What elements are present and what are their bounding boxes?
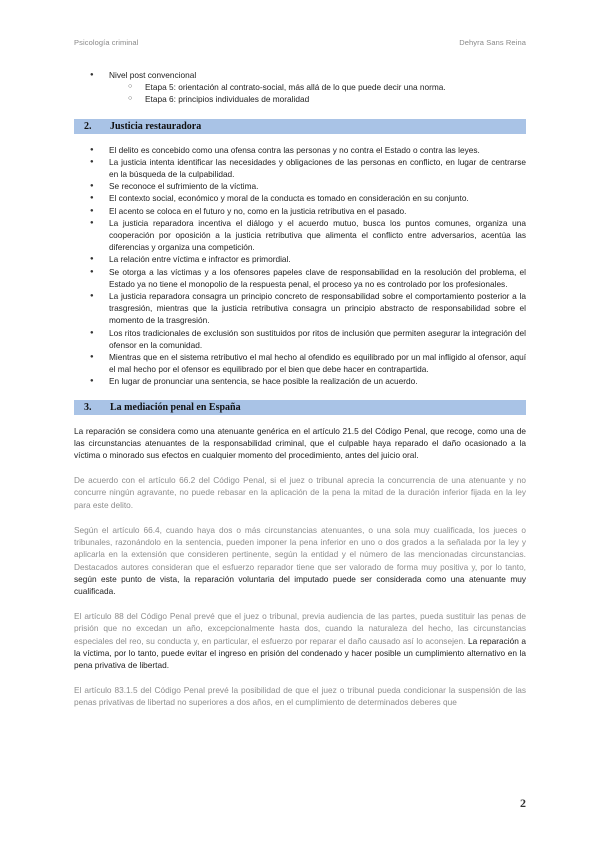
paragraph xyxy=(74,610,526,671)
list-item: ● El acento se coloca en el futuro y no, como en la justicia retributiva en el pasado. xyxy=(74,205,526,217)
paragraph-text: Según el artículo 66.4, cuando haya dos o más circunstancias atenuantes, o una sola muy cualificada, los jueces o tribunales, razonándolo en la sentencia, pueden imponer la pena inferior en uno o dos grados a la señalada por la ley y aplicarla en la extensión que consideren pertinente, según la entidad y el número de las mencionadas circunstancias. Destacados autores consideran que el esfuerzo reparador tiene que ser valorado de forma muy positiva y, por lo tanto, xyxy=(74,524,526,572)
paragraph: El artículo 83.1.5 del Código Penal prevé la posibilidad de que el juez o tribunal pueda condicionar la suspensión de las penas privativas de libertad no superiores a dos años, en el cumplimiento de determinados deberes que xyxy=(74,685,526,708)
paragraph: La reparación se considera como una atenuante genérica en el artículo 21.5 del Código Penal, que recoge, como una de las circunstancias atenuantes de la responsabilidad criminal, que el culpable haya reparado el daño ocasionado a la víctima o minorado sus efectos en cualquier momento del procedimiento, antes del juicio oral. xyxy=(74,425,526,461)
list-item: ● La relación entre víctima e infractor es primordial. xyxy=(74,253,526,265)
paragraph: De acuerdo con el artículo 66.2 del Código Penal, si el juez o tribunal aprecia la concurrencia de una atenuante y no concurre ningún agravante, no puede rebasar en la aplicación de la pena la mitad de la duración inferior fijada en la ley para este delito. xyxy=(74,475,526,510)
list-item: ● El delito es concebido como una ofensa contra las personas y no contra el Estado o contra las leyes. xyxy=(74,144,526,156)
header-course-title: Psicología criminal xyxy=(74,38,139,47)
section-title: Justicia restauradora xyxy=(110,120,202,132)
list-item: ● La justicia intenta identificar las necesidades y obligaciones de las personas en conflicto, en lugar de centrarse en la búsqueda de la culpabilidad. xyxy=(74,156,526,180)
list-item: ● La justicia reparadora consagra un principio concreto de responsabilidad sobre el comportamiento posterior a la trasgresión, mientras que la justicia retributiva consagra un principio abstracto de responsabilidad sobre el momento de la trasgresión. xyxy=(74,290,526,327)
paragraph-highlight: La reparación a la víctima, por lo tanto, puede evitar el ingreso en prisión del condenado y hacer posible un cumplimiento alternativo en la pena privativa de libertad. xyxy=(74,635,526,670)
list-item: ● Mientras que en el sistema retributivo el mal hecho al ofendido es equilibrado por un mal infligido al ofensor, aquí el mal hecho por el ofensor es equilibrado por el bien que debe hacer en contrapartida. xyxy=(74,351,526,375)
section-heading xyxy=(74,400,526,415)
section-title: La mediación penal en España xyxy=(110,401,241,413)
list-item: ● Se otorga a las víctimas y a los ofensores papeles clave de responsabilidad en la resolución del problema, el Estado ya no tiene el monopolio de la respuesta penal, el proceso ya no es controlado por los profesionales. xyxy=(74,266,526,290)
intro-list xyxy=(74,69,526,106)
sub-list-item: ○ Etapa 5: orientación al contrato-social, más allá de lo que puede decir una norma. xyxy=(74,81,526,93)
sub-list xyxy=(74,81,526,105)
list-item xyxy=(74,69,526,106)
list-item: ● Los ritos tradicionales de exclusión son sustituidos por ritos de inclusión que permiten asegurar la integración del ofensor en la comunidad. xyxy=(74,327,526,351)
page-number: 2 xyxy=(520,796,526,810)
section-number: 3. xyxy=(84,401,92,413)
list-item: ● El contexto social, económico y moral de la conducta es tomado en consideración en su conjunto. xyxy=(74,192,526,204)
header-author: Dehyra Sans Reina xyxy=(459,38,526,47)
list-item: ● En lugar de pronunciar una sentencia, se hace posible la realización de un acuerdo. xyxy=(74,375,526,387)
section-number: 2. xyxy=(84,120,92,132)
paragraph-text: El artículo 88 del Código Penal prevé que el juez o tribunal, previa audiencia de las partes, pueda sustituir las penas de prisión que no excedan un año, excepcionalmente hasta dos, cuando la naturaleza del hecho, las circunstancias especiales del reo, su conducta y, en particular, el esfuerzo por reparar el daño causado así lo aconsejen. xyxy=(74,611,526,646)
list-item-text: Nivel post convencional xyxy=(109,70,197,80)
list-item: ● Se reconoce el sufrimiento de la víctima. xyxy=(74,180,526,192)
paragraph xyxy=(74,524,526,597)
sub-list-item: ○ Etapa 6: principios individuales de moralidad xyxy=(74,93,526,105)
restorative-justice-list xyxy=(74,144,526,388)
paragraph-highlight: según este punto de vista, la reparación voluntaria del imputado puede ser considerada como una atenuante muy cualificada. xyxy=(74,573,526,596)
page-content xyxy=(74,69,526,709)
list-item: ● La justicia reparadora incentiva el diálogo y el acuerdo mutuo, busca los puntos comunes, organiza una cooperación por oposición a la justicia retributiva que alimenta el conflicto entre adversarios, acentúa las diferencias y organiza una competición. xyxy=(74,217,526,254)
section-heading xyxy=(74,119,526,134)
